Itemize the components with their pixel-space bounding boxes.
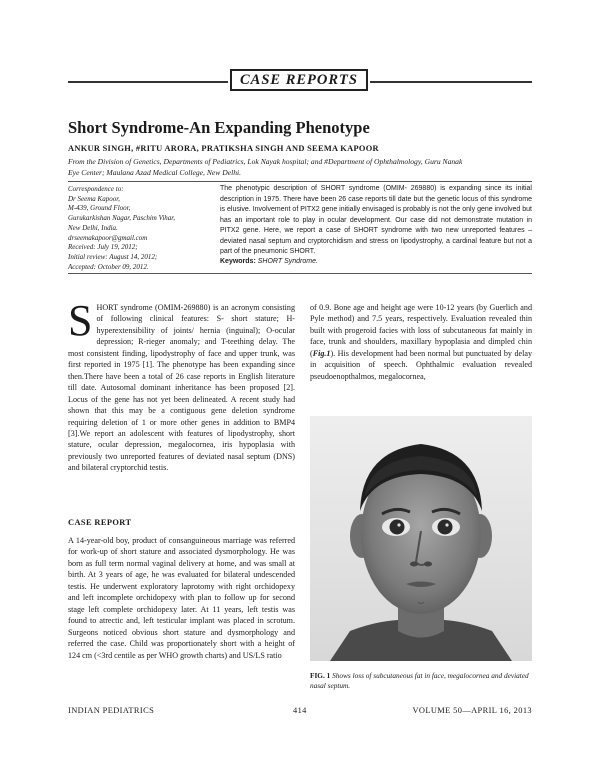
figure-reference[interactable]: Fig.1: [312, 348, 331, 358]
keywords-value: SHORT Syndrome.: [257, 258, 318, 265]
correspondence-line: Accepted: October 09, 2012.: [68, 262, 149, 271]
case-report-heading: CASE REPORT: [68, 518, 132, 527]
section-banner: CASE REPORTS: [230, 69, 368, 91]
footer-volume: VOLUME 50—APRIL 16, 2013: [412, 706, 532, 715]
correspondence-line: Correspondence to:: [68, 185, 124, 193]
right-paragraph-b: ). His development had been normal but punctuated by delay in acquisition of speech. Ophthalmic evaluation revealed pseudoenopthalmos, megalocornea,: [310, 348, 532, 381]
correspondence-line: Initial review: August 14, 2012;: [68, 252, 158, 261]
correspondence-block: [68, 185, 218, 272]
affiliation-line: From the Division of Genetics, Departments of Pediatrics, Lok Nayak hospital; and #Department of Ophthalmology, Guru Nanak: [68, 157, 463, 166]
correspondence-line: Gurukarkishan Nagar, Paschim Vihar,: [68, 214, 176, 223]
author-list: ANKUR SINGH, #RITU ARORA, PRATIKSHA SINGH AND SEEMA KAPOOR: [68, 144, 379, 153]
banner-rule-right: [370, 81, 532, 83]
right-column-text: [310, 302, 532, 382]
figure-caption-label: FIG. 1: [310, 671, 331, 680]
footer-page-number: 414: [293, 706, 307, 715]
affiliation: [68, 156, 534, 178]
correspondence-line: Dr Seema Kapoor,: [68, 194, 120, 203]
figure-caption-text: Shows loss of subcutaneous fat in face, megalocornea and deviated nasal septum.: [310, 671, 529, 690]
figure-1-photo: [310, 416, 532, 661]
keywords-label: Keywords:: [220, 258, 256, 265]
case-paragraph: A 14-year-old boy, product of consanguineous marriage was referred for work-up of short stature and associated dysmorphology. He was born as full term normal vaginal delivery at home, and was small at birth. At 3 years of age, he was evaluated for bilateral undescended testis. He underwent exploratory laprotomy with right orchidopexy and left incomplete orchidopexy with plan to follow up for second stage left complete orchidopexy later. At 11 years, left testis was found to atrectic and, left testicular implant was placed in scrotum. Surgeons noticed obvious short stature and dysmorphology and referred the case. Child was proportionately short with a height of 124 cm (<3rd centile as per WHO growth charts) and US/LS ratio: [68, 536, 295, 660]
intro-paragraph: HORT syndrome (OMIM-269880) is an acronym consisting of following clinical features: S- short stature; H- hyperextensibility of joints/ hernia (inguinal); O-ocular depression; R-rieger anomaly; and T-teething delay. The most consistent finding, lipodystrophy of face and upper trunk, was first reported in 1975 [1]. The phenotype has been expanding since then.There have been a total of 26 case reports in English literature till date. Autosomal dominant inheritance has been proposed [2]. Locus of the gene has not yet been delineated. A recent study had shown that this may be a contiguous gene deletion syndrome requiring deletion of 1 or more other genes in addition to BMP4 [3].We report an adolescent with features of lipodystrophy, short stature, ocular depression, megalocornea, iris hypoplasia with previously two unreported features of deviated nasal septum (DNS) and bilateral cryptorchid testis.: [68, 303, 295, 473]
banner-rule-left: [68, 81, 228, 83]
affiliation-line: Eye Center; Maulana Azad Medical College, New Delhi.: [68, 168, 242, 177]
abstract: The phenotypic description of SHORT syndrome (OMIM- 269880) is expanding since its initial description in 1975. There have been 26 case reports till date but the genetic locus of this syndrome is elusive. Involvement of PITX2 gene initially envisaged is probably is not the only gene involved but has an important role to play in ocular development. Our case did not demonstrate mutation in PITX2 gene. Here, we report a case of SHORT syndrome with two new unreported features – deviated nasal septum and cryptorchidism and stress on lipodystrophy, a cardinal feature but not a part of the pneumonic SHORT.: [220, 185, 532, 255]
correspondence-line: Received: July 19, 2012;: [68, 243, 138, 252]
case-report-section: [68, 535, 295, 661]
divider-bottom: [68, 273, 532, 274]
correspondence-line: New Delhi, India.: [68, 223, 118, 232]
intro-section: [68, 296, 295, 474]
figure-caption: [310, 671, 532, 691]
keywords: [220, 258, 532, 265]
drop-cap: S: [68, 296, 93, 345]
patient-face-illustration: [310, 416, 532, 661]
divider-top: [68, 181, 532, 182]
article-title: Short Syndrome-An Expanding Phenotype: [68, 118, 370, 137]
correspondence-line: M-439, Ground Floor,: [68, 204, 131, 213]
footer-journal: INDIAN PEDIATRICS: [68, 706, 155, 715]
right-paragraph-a: of 0.9. Bone age and height age were 10-12 years (by Guerlich and Pyle method) and 7.5 years, respectively. Evaluation revealed thin built with progeroid facies with loss of subcutaneous fat mainly in face, trunk and shoulders, maxillary hypoplasia and dimpled chin (: [310, 303, 532, 358]
correspondence-email[interactable]: drseemakapoor@gmail.com: [68, 233, 148, 242]
